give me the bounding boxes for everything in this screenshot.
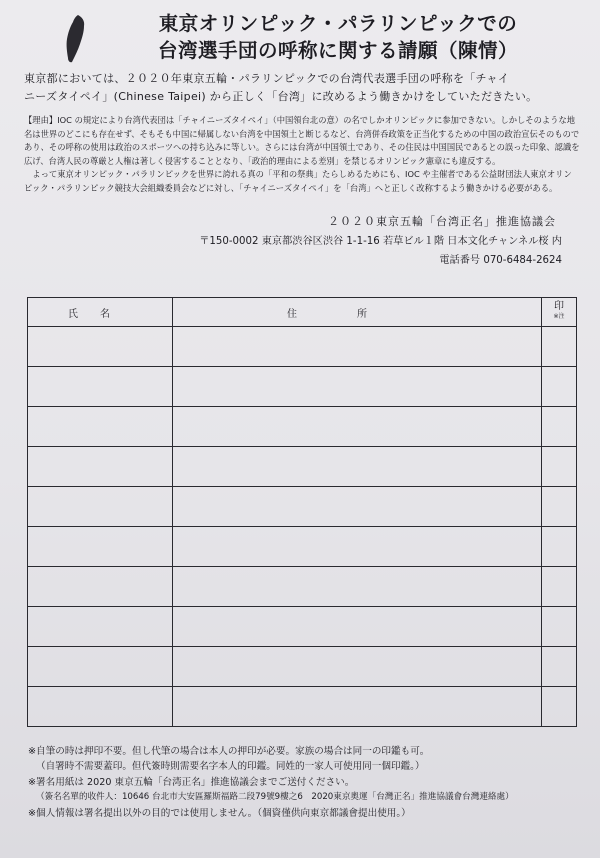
address-cell[interactable]	[173, 527, 542, 567]
seal-cell[interactable]	[542, 327, 577, 367]
address-cell[interactable]	[173, 567, 542, 607]
seal-cell[interactable]	[542, 567, 577, 607]
address-cell[interactable]	[173, 407, 542, 447]
note-2-chinese: （簽名名單的收件人：10646 台北市大安區羅斯福路二段79號9樓之6 2020東京奧運「台灣正名」推進協議會台灣連絡處）	[36, 792, 514, 803]
table-row	[28, 487, 577, 527]
name-cell[interactable]	[28, 407, 173, 447]
reason-section	[24, 114, 580, 196]
address-cell[interactable]	[173, 367, 542, 407]
table-row	[28, 567, 577, 607]
organization-address: 〒150-0002 東京都渋谷区渋谷 1-1-16 若草ビル１階 日本文化チャンネル桜 内	[199, 236, 562, 247]
reason-paragraph-1: 【理由】IOC の規定により台湾代表団は「チャイニーズタイペイ」（中国領台北の意）の名でしかオリンピックに参加できない。しかしそのような地名は世界のどこにも存在せず、そもそも中国に帰属しない台湾を中国領土と断じるなど、台湾併呑政策を正当化するための中国の政治宣伝そのものであり、その呼称の使用は政治のスポーツへの持ち込みに等しい。さらには台湾が中国領土であり、その住民は中国国民であるとの誤った印象、認識を広げ、台湾人民の尊厳と人権は著しく侵害することとなり、「政治的理由による差別」を禁じるオリンピック憲章にも違反する。	[24, 115, 580, 166]
organization-name: ２０２０東京五輪「台湾正名」推進協議会	[328, 215, 556, 228]
seal-label: 印	[554, 301, 564, 312]
note-1-chinese: （自署時不需要蓋印。但代簽時則需要名字本人的印鑑。同姓的一家人可使用同一個印鑑。）	[36, 761, 425, 773]
title-line-1: 東京オリンピック・パラリンピックでの	[158, 12, 518, 35]
column-header-name: 氏名	[28, 298, 173, 327]
seal-cell[interactable]	[542, 607, 577, 647]
taiwan-map-icon	[62, 14, 88, 64]
table-row	[28, 327, 577, 367]
table-row	[28, 407, 577, 447]
address-cell[interactable]	[173, 687, 542, 727]
note-3: ※個人情報は署名提出以外の目的では使用しません。（個資僅供向東京都議會提出使用。）	[28, 807, 411, 819]
seal-cell[interactable]	[542, 647, 577, 687]
seal-cell[interactable]	[542, 447, 577, 487]
name-cell[interactable]	[28, 607, 173, 647]
name-cell[interactable]	[28, 447, 173, 487]
seal-cell[interactable]	[542, 687, 577, 727]
name-cell[interactable]	[28, 567, 173, 607]
column-header-seal	[542, 298, 577, 327]
name-cell[interactable]	[28, 647, 173, 687]
table-header-row	[28, 298, 577, 327]
address-cell[interactable]	[173, 327, 542, 367]
address-cell[interactable]	[173, 487, 542, 527]
name-cell[interactable]	[28, 487, 173, 527]
note-1: ※自筆の時は押印不要。但し代筆の場合は本人の押印が必要。家族の場合は同一の印鑑も可。	[28, 746, 430, 757]
seal-cell[interactable]	[542, 407, 577, 447]
address-cell[interactable]	[173, 607, 542, 647]
table-row	[28, 527, 577, 567]
note-2: ※署名用紙は 2020 東京五輪「台湾正名」推進協議会までご送付ください。	[28, 776, 355, 788]
signature-table	[27, 297, 577, 727]
request-line-2: ニーズタイペイ」(Chinese Taipei) から正しく「台湾」に改めるよう働きかけをしていただきたい。	[24, 90, 538, 103]
table-row	[28, 607, 577, 647]
table-row	[28, 647, 577, 687]
name-cell[interactable]	[28, 367, 173, 407]
reason-paragraph-2: よって東京オリンピック・パラリンピックを世界に誇れる真の「平和の祭典」たらしめるためにも、IOC や主催者である公益財団法人東京オリンピック・パラリンピック競技大会組織委員会などに対し、「チャイニーズタイペイ」を「台湾」へと正しく改称するよう働きかける必要がある。	[24, 169, 572, 193]
table-row	[28, 687, 577, 727]
address-cell[interactable]	[173, 647, 542, 687]
notes-section	[28, 744, 588, 821]
name-cell[interactable]	[28, 327, 173, 367]
column-header-address: 住所	[173, 298, 542, 327]
title-line-2: 台湾選手団の呼称に関する請願（陳情）	[157, 39, 518, 62]
table-row	[28, 447, 577, 487]
seal-note: ※注	[553, 313, 565, 320]
address-cell[interactable]	[173, 447, 542, 487]
table-row	[28, 367, 577, 407]
organization-phone: 電話番号 070-6484-2624	[439, 255, 562, 266]
page-title	[108, 10, 568, 64]
seal-cell[interactable]	[542, 367, 577, 407]
seal-cell[interactable]	[542, 487, 577, 527]
request-line-1: 東京都においては、２０２０年東京五輪・パラリンピックでの台湾代表選手団の呼称を「チャイ	[24, 72, 510, 85]
name-cell[interactable]	[28, 687, 173, 727]
name-cell[interactable]	[28, 527, 173, 567]
petition-request	[24, 70, 584, 106]
seal-cell[interactable]	[542, 527, 577, 567]
